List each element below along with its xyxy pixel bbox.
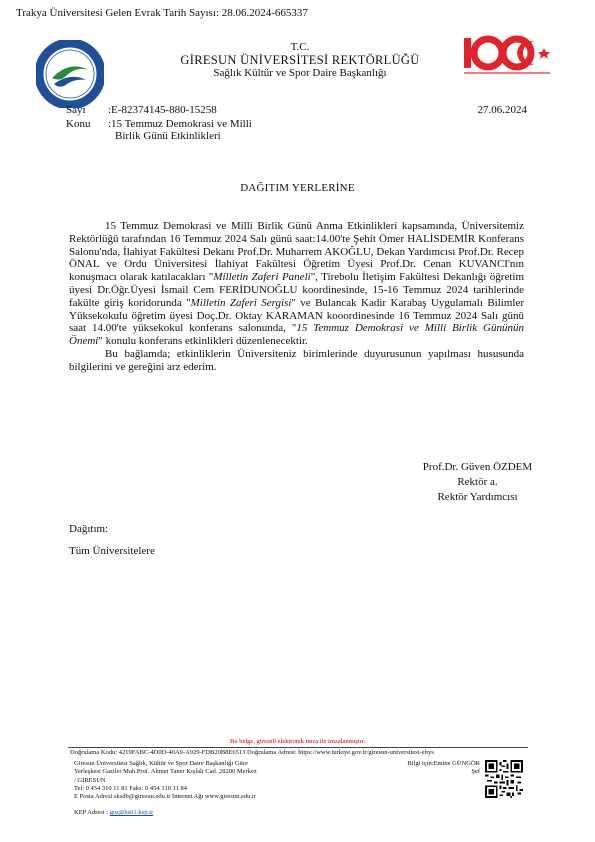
footer-address [74, 760, 374, 801]
panel-title: Milletin Zaferi Paneli [213, 271, 311, 284]
verification-qr-code [485, 760, 523, 798]
signatory-name: Prof.Dr. Güven ÖZDEM [422, 461, 533, 473]
exhibition-title: Milletin Zaferi Sergisi [190, 296, 292, 309]
signatory-title-1: Rektör a. [457, 476, 498, 488]
paragraph-2: Bu bağlamda; etkinliklerin Üniversiteniz birimlerinde duyurusunun yapılması hususunda bilgilerini ve gereğini arz ederim. [69, 347, 524, 373]
address-line-3: / GİRESUN [74, 776, 106, 784]
contact-person: Bilgi için:Emine GÜNGÖR [407, 760, 480, 767]
number-label: Sayı [66, 104, 86, 116]
distribution-heading: DAĞITIM YERLERİNE [240, 182, 355, 194]
address-line-2: Yerleşkesi Gaziler Mah.Prof. Ahmet Taner Kışlalı Cad. 28200 Merkez [74, 768, 257, 776]
signatory-title-2: Rektör Yardımcısı [437, 491, 518, 503]
number-value: :E-82374145-880-15258 [108, 104, 217, 116]
footer-divider [68, 747, 528, 748]
subject-value-line1: :15 Temmuz Demokrasi ve Milli [108, 118, 252, 130]
paragraph-1-text-c: " ve Bulancak Kadir Karabaş Uygulamalı Bilimler Yüksekokulu öğretim üyesi Doç.Dr. Oktay KARAMAN kooordinesinde 16 Temmuz 2024 Salı günü saat 14.00'te yüksekokul konferans salonunda, " [69, 296, 524, 335]
footer-contact [380, 760, 480, 777]
letter-body [69, 220, 524, 374]
distribution-value: Tüm Üniversitelere [69, 545, 155, 557]
kep-label: KEP Adresi : [74, 809, 109, 816]
subject-row [66, 118, 252, 130]
kep-address-link[interactable]: gru@hs01.kep.tr [109, 809, 154, 816]
contact-title: Şef [471, 768, 480, 776]
incoming-document-stamp: Trakya Üniversitesi Gelen Evrak Tarih Sayısı: 28.06.2024-665337 [16, 7, 308, 19]
university-logo [36, 40, 104, 108]
verification-line: Doğrulama Kodu: 4219FABC-4D0D-40A9-A929-FDB20B8E6513 Doğrulama Adresi: https://www.turkiye.gov.tr/giresun-universitesi-ebys [70, 749, 434, 756]
address-line-1: Giresun Üniversitesi Sağlık, Kültür ve Spor Daire Başkanlığı Güre [74, 760, 248, 767]
kep-address-row [74, 809, 153, 816]
subject-value-line2: Birlik Günü Etkinlikleri [115, 130, 221, 142]
email-line: E Posta Adresi sksdb@giresun.edu.tr İnternet Ağı www.giresun.edu.tr [74, 793, 256, 801]
letterhead [150, 41, 450, 80]
paragraph-1 [69, 220, 524, 348]
letterhead-department: Sağlık Kültür ve Spor Daire Başkanlığı [213, 67, 387, 79]
subject-label: Konu [66, 118, 91, 130]
distribution-label: Dağıtım: [69, 523, 109, 535]
republic-100-logo [462, 34, 554, 80]
signature-block [390, 460, 565, 505]
phone-line: Tel: 0 454 310 11 81 Faks: 0 454 310 11 84 [74, 784, 187, 792]
paragraph-1-text-a: 15 Temmuz Demokrasi ve Milli Birlik Günü Anma Etkinlikleri kapsamında, Üniversitemiz Rektörlüğü tarafından 16 Temmuz 2024 Salı günü saat:14.00'te Şehit Ömer HALİSDEMİR Konferans Salonu'nda, İlahiyat Fakültesi Dekanı Prof.Dr. Muharrem AKOĞLU, Dekan Yardımcısı Prof.Dr. Recep ÖNAL ve Ordu Üniversitesi İlahiyat Fakültesi Öğretim Üyesi Prof.Dr. Cenan KUVANCI'nın konuşmacı olarak katılacakları " [69, 220, 524, 284]
document-date: 27.06.2024 [477, 104, 527, 116]
conference-title: 15 Temmuz Demokrasi ve Milli Birlik Gününün Önemi [69, 322, 524, 348]
e-signature-note: Bu belge, güvenli elektronik imza ile imzalanmıştır. [229, 738, 366, 745]
paragraph-1-text-d: " konulu konferans etkinlikleri düzenlenecektir. [98, 335, 308, 348]
letterhead-tc: T.C. [290, 41, 310, 53]
letterhead-university: GİRESUN ÜNİVERSİTESİ REKTÖRLÜĞÜ [180, 53, 420, 67]
paragraph-1-text-b: ", Tirebolu İletişim Fakültesi Dekanlığı öğretim üyesi Dr.Öğr.Üyesi İsmail Cem FERİDUNOĞLU koordinesinde, 15-16 Temmuz 2024 tarihlerinde fakülte giriş koridorunda " [69, 271, 524, 309]
number-row [66, 104, 217, 116]
